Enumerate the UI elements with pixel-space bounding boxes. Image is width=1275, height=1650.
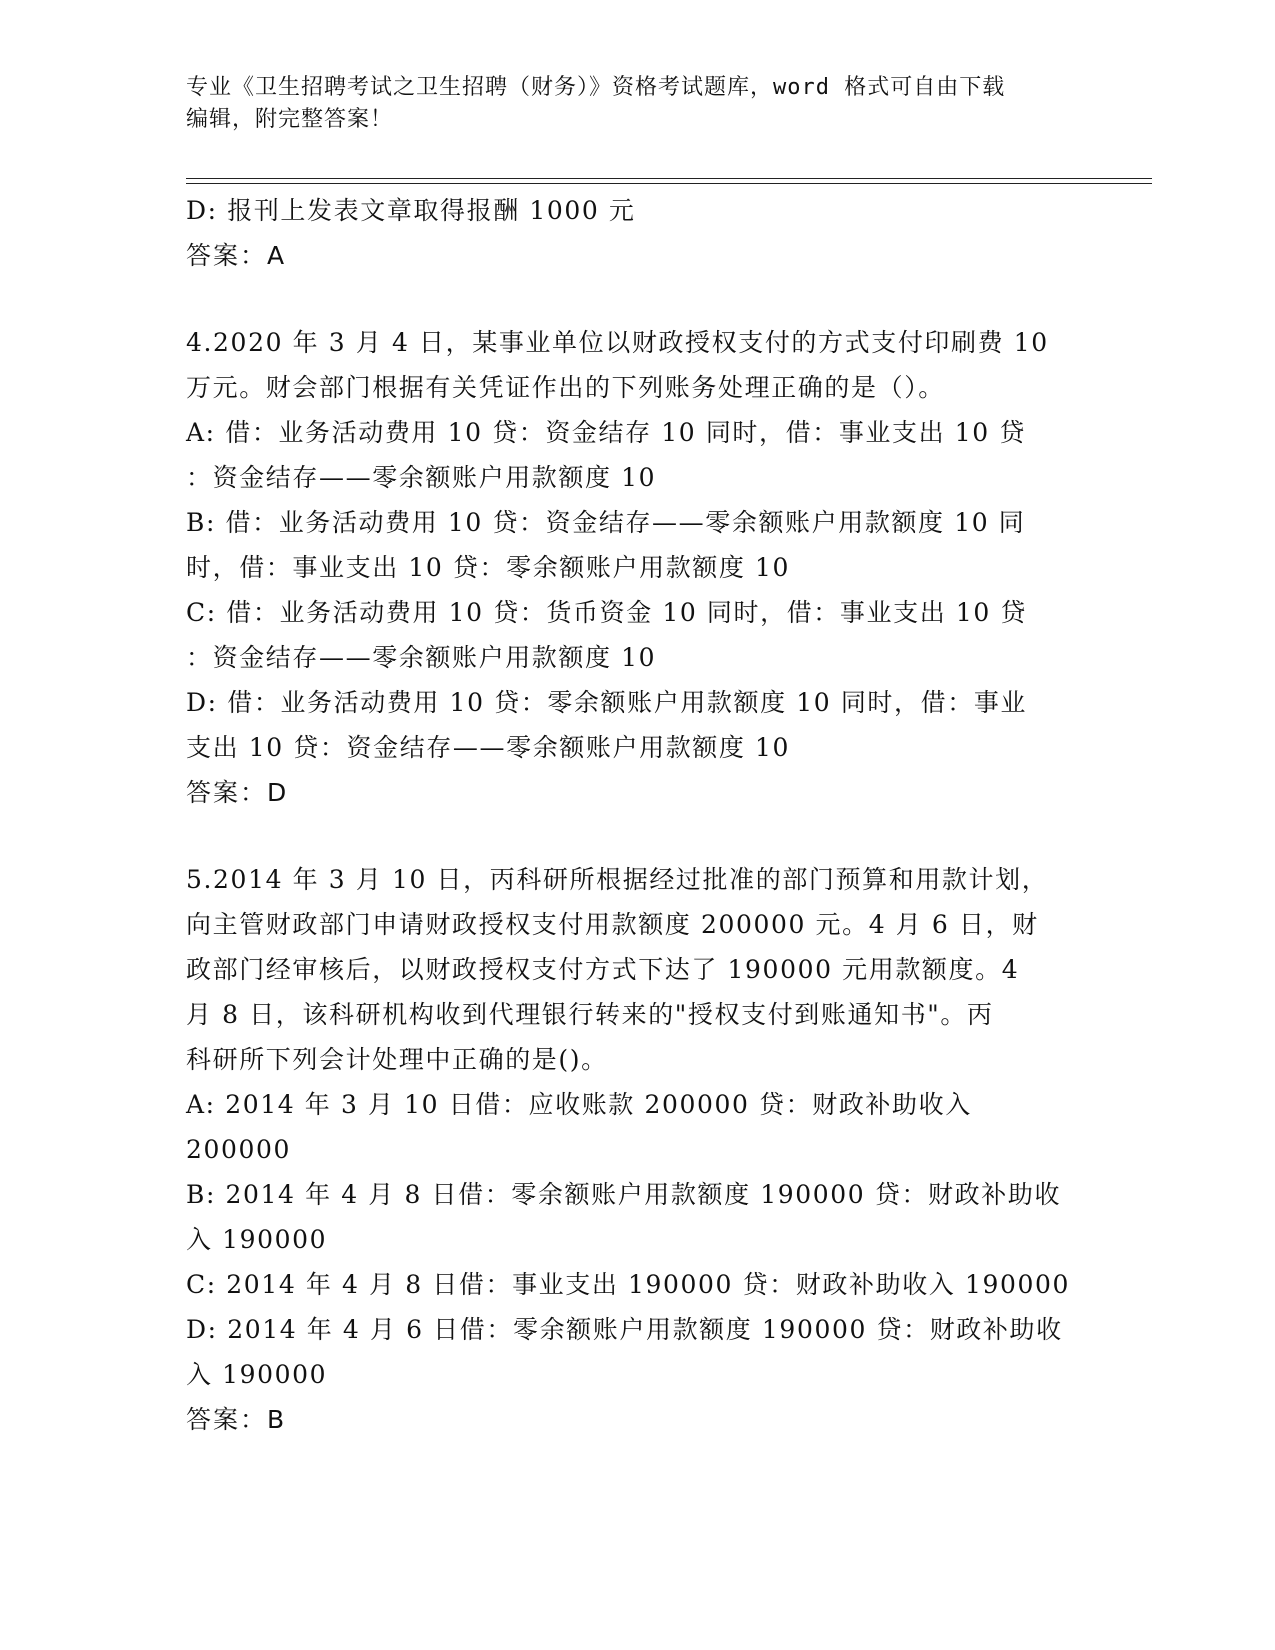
question-stem-line: 5.2014 年 3 月 10 日，丙科研所根据经过批准的部门预算和用款计划， [186, 865, 1049, 894]
option-line: ：资金结存——零余额账户用款额度 10 [186, 643, 657, 672]
option-line: 支出 10 贷：资金结存——零余额账户用款额度 10 [186, 733, 791, 762]
option-line: D: 报刊上发表文章取得报酬 1000 元 [186, 196, 636, 225]
question-stem-line: 科研所下列会计处理中正确的是()。 [186, 1045, 608, 1074]
option-line: B: 借：业务活动费用 10 贷：资金结存——零余额账户用款额度 10 同 [186, 508, 1026, 537]
document-header: 专业《卫生招聘考试之卫生招聘（财务）》资格考试题库，word 格式可自由下载 编辑，附完整答案！ [186, 75, 1006, 132]
option-line: B: 2014 年 4 月 8 日借：零余额账户用款额度 190000 贷：财政补助收 [186, 1180, 1062, 1209]
question-stem-line: 万元。财会部门根据有关凭证作出的下列账务处理正确的是（）。 [186, 373, 945, 402]
option-line: 时，借：事业支出 10 贷：零余额账户用款额度 10 [186, 553, 791, 582]
question-stem-line: 政部门经审核后，以财政授权支付方式下达了 190000 元用款额度。4 [186, 955, 1020, 984]
option-line: 入 190000 [186, 1360, 328, 1389]
question-stem-line: 向主管财政部门申请财政授权支付用款额度 200000 元。4 月 6 日，财 [186, 910, 1039, 939]
answer-line: 答案：D [186, 778, 289, 807]
question-gap [186, 278, 1086, 320]
question-stem-line: 4.2020 年 3 月 4 日，某事业单位以财政授权支付的方式支付印刷费 10 [186, 328, 1049, 357]
answer-line: 答案：B [186, 1405, 287, 1434]
option-line: A: 借：业务活动费用 10 贷：资金结存 10 同时，借：事业支出 10 贷 [186, 418, 1026, 447]
option-line: C: 2014 年 4 月 8 日借：事业支出 190000 贷：财政补助收入 190000 [186, 1270, 1070, 1299]
header-divider-top [186, 178, 1152, 179]
option-line: A: 2014 年 3 月 10 日借：应收账款 200000 贷：财政补助收入 200000 [186, 1090, 972, 1164]
header-divider-bottom [186, 183, 1152, 184]
option-line: 入 190000 [186, 1225, 328, 1254]
question-stem-line: 月 8 日，该科研机构收到代理银行转来的"授权支付到账通知书"。丙 [186, 1000, 994, 1029]
option-line: D: 2014 年 4 月 6 日借：零余额账户用款额度 190000 贷：财政补助收 [186, 1315, 1063, 1344]
question-content [186, 188, 1086, 1442]
answer-line: 答案：A [186, 241, 287, 270]
option-line: D: 借：业务活动费用 10 贷：零余额账户用款额度 10 同时，借：事业 [186, 688, 1028, 717]
option-line: ：资金结存——零余额账户用款额度 10 [186, 463, 657, 492]
option-line: C: 借：业务活动费用 10 贷：货币资金 10 同时，借：事业支出 10 贷 [186, 598, 1028, 627]
question-gap [186, 815, 1086, 857]
